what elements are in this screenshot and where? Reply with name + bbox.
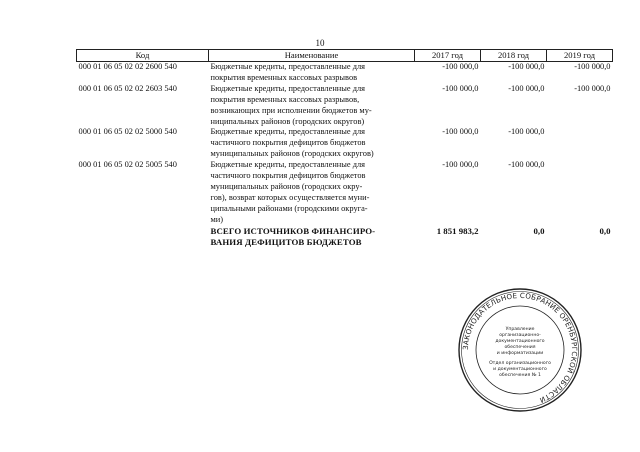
table-row bbox=[77, 84, 613, 128]
total-value-2018: 0,0 bbox=[533, 225, 545, 236]
header-year-2018: 2018 год bbox=[481, 50, 547, 62]
name-line: Бюджетные кредиты, предоставленные для bbox=[210, 127, 366, 137]
row-value-2019: -100 000,0 bbox=[574, 83, 611, 93]
total-value-2019: 0,0 bbox=[599, 225, 611, 236]
row-value-2018: -100 000,0 bbox=[508, 127, 545, 137]
row-value-2018: -100 000,0 bbox=[508, 62, 545, 71]
row-code: 000 01 06 05 02 02 5000 540 bbox=[78, 127, 177, 137]
name-line: ВСЕГО ИСТОЧНИКОВ ФИНАНСИРО- bbox=[210, 225, 376, 236]
row-code: 000 01 06 05 02 02 2600 540 bbox=[78, 62, 177, 71]
name-line: покрытия временных кассовых разрывов, bbox=[210, 94, 360, 104]
stamp-line: организационно- bbox=[499, 333, 541, 338]
table-header-row bbox=[77, 50, 613, 62]
row-value-2017: -100 000,0 bbox=[442, 160, 479, 170]
official-stamp bbox=[456, 286, 584, 414]
name-line: ВАНИЯ ДЕФИЦИТОВ БЮДЖЕТОВ bbox=[210, 236, 362, 247]
table-row bbox=[77, 160, 613, 225]
stamp-line: обеспечения bbox=[504, 345, 536, 350]
row-value-2019: -100 000,0 bbox=[574, 62, 611, 71]
stamp-ring-text: ЗАКОНОДАТЕЛЬНОЕ СОБРАНИЕ ОРЕНБУРГСКОЙ ОБЛАСТИ bbox=[460, 290, 580, 405]
row-value-2018: -100 000,0 bbox=[508, 83, 545, 93]
row-name bbox=[209, 160, 415, 225]
row-value-2019 bbox=[547, 160, 613, 225]
budget-sources-table bbox=[76, 49, 613, 247]
name-line: муниципальных районов (городских округов) bbox=[210, 149, 374, 159]
stamp-line: и информатизации bbox=[496, 351, 544, 356]
row-name bbox=[209, 62, 415, 84]
stamp-line: обеспечения № 1 bbox=[499, 373, 541, 378]
name-line: муниципальных районов (городских окру- bbox=[210, 181, 363, 191]
total-name bbox=[209, 226, 415, 248]
name-line: Бюджетные кредиты, предоставленные для bbox=[210, 160, 366, 170]
total-code-empty bbox=[77, 226, 209, 248]
name-line: ципальными районами (городскими округа- bbox=[210, 203, 368, 213]
total-row bbox=[77, 226, 613, 248]
row-code: 000 01 06 05 02 02 2603 540 bbox=[78, 83, 177, 93]
name-line: Бюджетные кредиты, предоставленные для bbox=[210, 83, 366, 93]
stamp-line: документационного bbox=[495, 339, 545, 344]
row-value-2018: -100 000,0 bbox=[508, 160, 545, 170]
row-name bbox=[209, 127, 415, 160]
stamp-inner-text bbox=[489, 326, 551, 378]
name-line: возникающих при исполнении бюджетов му- bbox=[210, 105, 372, 115]
name-line: частичного покрытия дефицитов бюджетов bbox=[210, 171, 366, 181]
name-line: частичного покрытия дефицитов бюджетов bbox=[210, 138, 366, 148]
stamp-outer-ring bbox=[459, 289, 581, 411]
name-line: гов), возврат которых осуществляется муни- bbox=[210, 192, 370, 202]
row-name bbox=[209, 84, 415, 128]
header-year-2017: 2017 год bbox=[415, 50, 481, 62]
stamp-line: и документационного bbox=[493, 367, 547, 372]
row-value-2017: -100 000,0 bbox=[442, 83, 479, 93]
header-year-2019: 2019 год bbox=[547, 50, 613, 62]
table-row bbox=[77, 127, 613, 160]
row-value-2017: -100 000,0 bbox=[442, 127, 479, 137]
row-value-2017: -100 000,0 bbox=[442, 62, 479, 71]
page-number: 10 bbox=[315, 38, 325, 48]
stamp-inner-ring bbox=[476, 306, 564, 394]
table-row bbox=[77, 62, 613, 84]
name-line: ниципальных районов (городских округов) bbox=[210, 116, 365, 126]
header-name: Наименование bbox=[209, 50, 415, 62]
name-line: ми) bbox=[210, 214, 224, 224]
row-code: 000 01 06 05 02 02 5005 540 bbox=[78, 160, 177, 170]
stamp-line: Отдел организационного bbox=[489, 361, 551, 366]
name-line: Бюджетные кредиты, предоставленные для bbox=[210, 62, 366, 71]
stamp-line: Управление bbox=[505, 327, 535, 332]
total-value-2017: 1 851 983,2 bbox=[436, 225, 479, 236]
row-value-2019 bbox=[547, 127, 613, 160]
header-code: Код bbox=[77, 50, 209, 62]
name-line: покрытия временных кассовых разрывов bbox=[210, 72, 358, 82]
